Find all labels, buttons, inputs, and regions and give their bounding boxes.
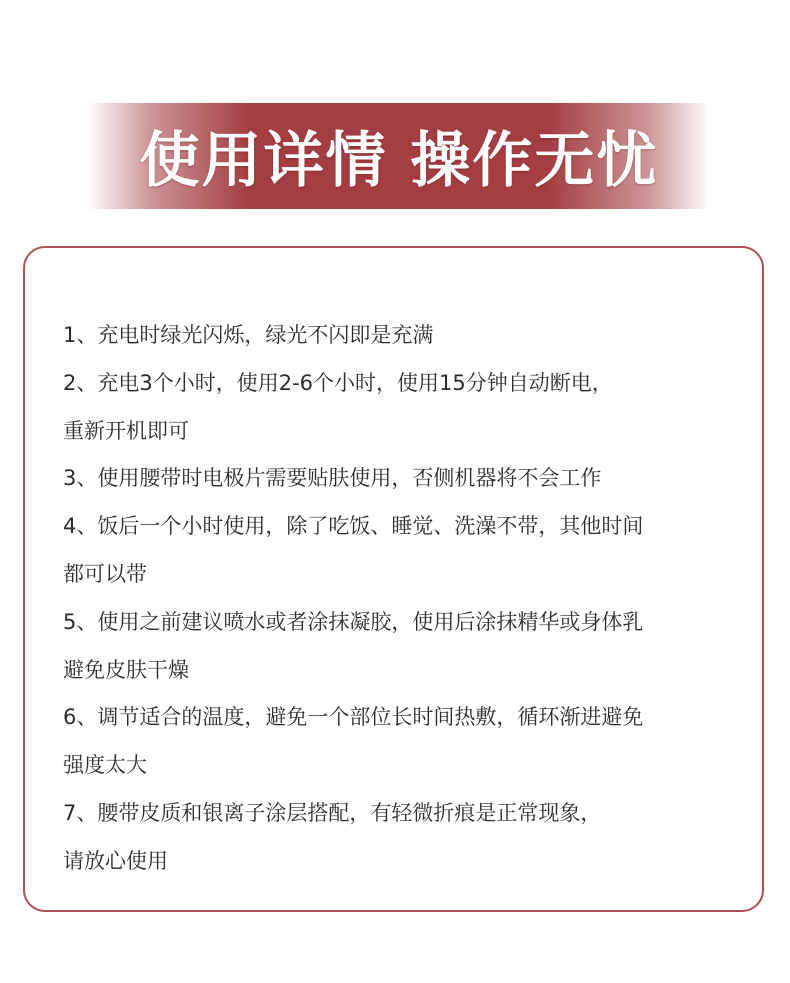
instruction-line: 3、使用腰带时电极片需要贴肤使用，否侧机器将不会工作 [63, 466, 602, 491]
instruction-line: 6、调节适合的温度，避免一个部位长时间热敷，循环渐进避免 [63, 705, 644, 730]
instruction-line: 2、充电3个小时，使用2-6个小时，使用15分钟自动断电， [63, 370, 613, 395]
instruction-line: 避免皮肤干燥 [63, 657, 189, 682]
instruction-line: 都可以带 [63, 561, 147, 586]
title-banner [88, 103, 710, 209]
instruction-line: 强度太大 [63, 753, 147, 778]
instruction-line: 4、饭后一个小时使用，除了吃饭、睡觉、洗澡不带，其他时间 [63, 514, 644, 539]
instruction-line: 重新开机即可 [63, 418, 189, 443]
instruction-line: 5、使用之前建议喷水或者涂抹凝胶，使用后涂抹精华或身体乳 [63, 609, 644, 634]
page-title: 使用详情 操作无忧 [139, 126, 659, 196]
instruction-list [63, 312, 643, 886]
instruction-line: 请放心使用 [63, 848, 168, 873]
instructions-card [23, 246, 764, 912]
instruction-line: 1、充电时绿光闪烁，绿光不闪即是充满 [63, 323, 434, 347]
instruction-line: 7、腰带皮质和银离子涂层搭配，有轻微折痕是正常现象， [63, 800, 602, 825]
